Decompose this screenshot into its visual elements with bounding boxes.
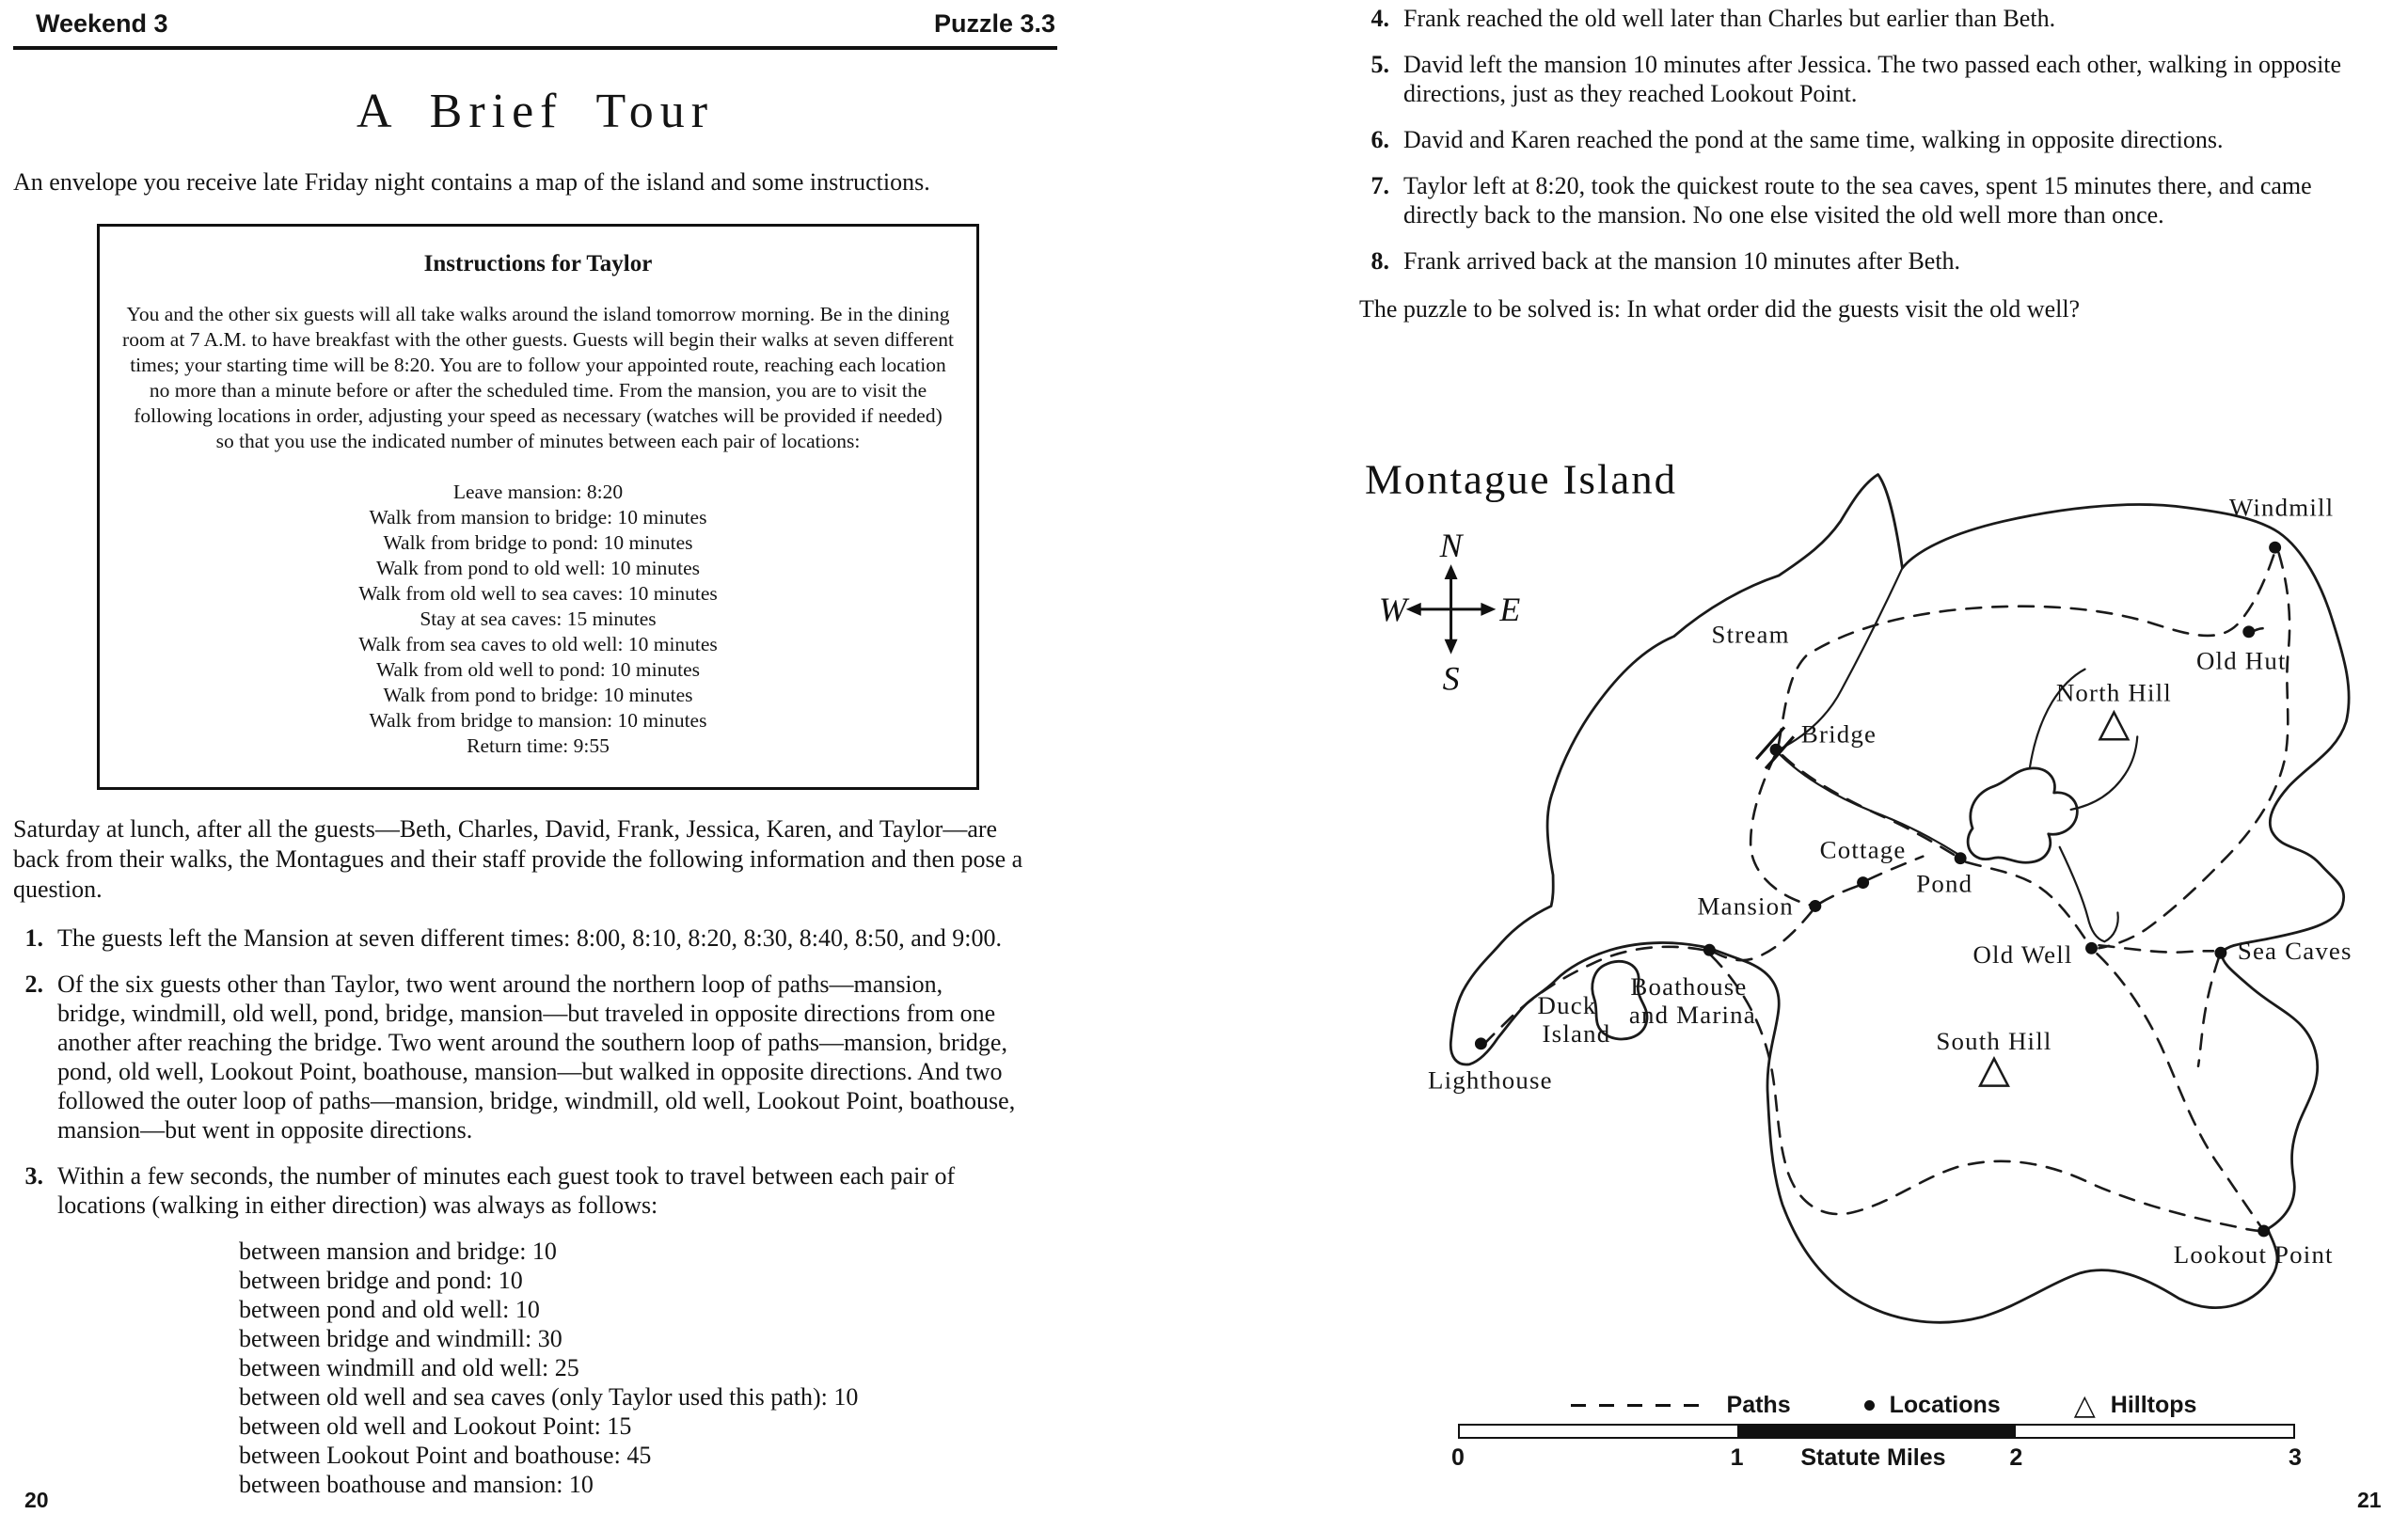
map-legend	[1359, 1389, 2408, 1421]
schedule-line: Walk from pond to bridge: 10 minutes	[383, 684, 693, 706]
walk-schedule	[117, 480, 959, 759]
travel-time-line: between bridge and windmill: 30	[239, 1325, 562, 1352]
schedule-line: Walk from sea caves to old well: 10 minutes	[358, 633, 718, 655]
right-page	[1359, 0, 2408, 1530]
lookout-point-dot	[2258, 1224, 2270, 1237]
clue-text: Frank reached the old well later than Charles but earlier than Beth.	[1403, 5, 2056, 32]
travel-time-line: between boathouse and mansion: 10	[239, 1471, 594, 1498]
location-dot-icon	[1864, 1400, 1875, 1411]
clue-text: Within a few seconds, the number of minutes each guest took to travel between each pair of locations (walking in either direction) was always as follows:	[57, 1162, 956, 1219]
lighthouse-label: Lighthouse	[1427, 1065, 1553, 1095]
mansion-dot	[1809, 900, 1821, 912]
pond-dot	[1955, 852, 1967, 864]
travel-time-line: between bridge and pond: 10	[239, 1267, 523, 1294]
path-seacaves-south	[2198, 957, 2219, 1065]
legend-locations	[1864, 1392, 2001, 1419]
header-weekend: Weekend 3	[36, 9, 168, 38]
clue-text: Frank arrived back at the mansion 10 minutes after Beth.	[1403, 247, 1961, 275]
clue-number: 2.	[24, 970, 43, 998]
old-well-label: Old Well	[1972, 940, 2073, 970]
legend-paths	[1571, 1392, 1791, 1419]
scale-ticks	[1451, 1439, 2302, 1471]
schedule-line: Walk from bridge to pond: 10 minutes	[383, 531, 693, 554]
legend-hilltops-label: Hilltops	[2110, 1392, 2197, 1418]
clue-number: 7.	[1370, 172, 1389, 199]
path-oldwell-lookout	[2097, 954, 2259, 1225]
schedule-line: Leave mansion: 8:20	[452, 481, 624, 503]
clue-number: 6.	[1370, 126, 1389, 153]
header-puzzle: Puzzle 3.3	[933, 9, 1055, 38]
clue-item	[1359, 171, 2408, 229]
south-hill-triangle	[1980, 1059, 2008, 1086]
clue-text: David and Karen reached the pond at the same time, walking in opposite directions.	[1403, 126, 2224, 153]
sea-caves-label: Sea Caves	[2237, 937, 2353, 966]
clue-item	[1359, 50, 2408, 108]
old-hut-label: Old Hut	[2195, 646, 2287, 675]
clue-number: 1.	[24, 924, 43, 952]
old-well-dot	[2085, 942, 2098, 954]
path-bridge-mansion	[1751, 755, 1811, 905]
scale-bar-segments	[1458, 1424, 2295, 1439]
duck-island-label-line1: Duck	[1537, 990, 1597, 1019]
compass-west-label: W	[1378, 590, 1407, 628]
scale-tick-0: 0	[1451, 1444, 1465, 1471]
lookout-point-label: Lookout Point	[2173, 1239, 2334, 1269]
scale-tick-2: 2	[2009, 1444, 2023, 1471]
travel-time-line: between windmill and old well: 25	[239, 1354, 579, 1381]
compass-rose	[1406, 564, 1497, 655]
legend-hilltops	[2073, 1389, 2197, 1421]
stream-branch-east	[2071, 736, 2138, 810]
instructions-body	[117, 302, 959, 454]
saturday-paragraph: Saturday at lunch, after all the guests—Beth, Charles, David, Frank, Jessica, Karen, and Taylor—are back from their walks, the Montagues and their staff provide the following information and then pose a question.	[13, 815, 1023, 903]
clue-item	[13, 1161, 1057, 1220]
pond-label: Pond	[1916, 869, 1973, 898]
path-oldwell-seacaves	[2099, 945, 2212, 952]
scale-segment-1	[1460, 1426, 1737, 1437]
mansion-label: Mansion	[1697, 891, 1794, 921]
cottage-label: Cottage	[1819, 835, 1907, 864]
north-hill-label: North Hill	[2055, 678, 2172, 707]
stream-branch-oldwell	[2060, 847, 2118, 942]
boathouse-label-line2: and Marina	[1628, 1000, 1756, 1029]
schedule-line: Return time: 9:55	[467, 734, 610, 757]
instructions-heading: Instructions for Taylor	[423, 251, 653, 276]
sea-caves-dot	[2214, 947, 2226, 959]
map-title: Montague Island	[1364, 455, 1678, 503]
schedule-line: Walk from bridge to mansion: 10 minutes	[369, 709, 707, 732]
windmill-label: Windmill	[2228, 493, 2335, 522]
puzzle-title: A Brief Tour	[356, 85, 715, 138]
intro-paragraph: An envelope you receive late Friday night contains a map of the island and some instructions.	[13, 168, 930, 196]
dashed-path-icon	[1571, 1404, 1712, 1407]
clue-item	[13, 923, 1057, 953]
travel-time-line: between pond and old well: 10	[239, 1296, 540, 1323]
legend-locations-label: Locations	[1889, 1392, 2001, 1418]
left-page	[13, 0, 1057, 1499]
hilltop-triangle-icon: △	[2073, 1389, 2096, 1421]
stream-label: Stream	[1711, 620, 1790, 649]
footpaths	[1484, 551, 2289, 1231]
clue-text: The guests left the Mansion at seven different times: 8:00, 8:10, 8:20, 8:30, 8:40, 8:50, and 9:00.	[57, 924, 1002, 952]
puzzle-question: The puzzle to be solved is: In what order did the guests visit the old well?	[1359, 295, 2081, 323]
lighthouse-dot	[1475, 1037, 1487, 1049]
travel-time-line: between old well and Lookout Point: 15	[239, 1412, 632, 1440]
map-scale-bar	[1451, 1424, 2302, 1471]
clue-number: 5.	[1370, 51, 1389, 78]
clue-list-left	[13, 923, 1057, 1220]
compass-north-label: N	[1439, 527, 1463, 565]
island-map	[1359, 431, 2408, 1376]
scale-tick-3: 3	[2289, 1444, 2302, 1471]
clue-item	[13, 970, 1057, 1144]
travel-time-line: between old well and sea caves (only Taylor used this path): 10	[239, 1383, 859, 1411]
instructions-line: You and the other six guests will all take walks around the island tomorrow morning. Be in the dining	[126, 303, 950, 325]
windmill-dot	[2269, 542, 2281, 554]
boathouse-label-line1: Boathouse	[1630, 972, 1748, 1002]
path-pond-oldwell	[1966, 862, 2087, 943]
cottage-dot	[1857, 876, 1869, 889]
bridge-label: Bridge	[1800, 719, 1877, 749]
bridge-dot	[1770, 744, 1782, 756]
page-header	[13, 0, 1057, 50]
schedule-line: Walk from pond to old well: 10 minutes	[375, 557, 701, 579]
clue-list-right	[1359, 4, 2408, 276]
south-hill-label: South Hill	[1936, 1026, 2052, 1055]
path-mansion-cottage	[1820, 886, 1860, 904]
schedule-line: Stay at sea caves: 15 minutes	[420, 607, 657, 630]
clue-number: 4.	[1370, 5, 1389, 32]
instructions-line: times; your starting time will be 8:20. You are to follow your appointed route, reaching each location	[130, 354, 946, 376]
clue-text: Taylor left at 8:20, took the quickest route to the sea caves, spent 15 minutes there, and came directly back to the mansion. No one else visited the old well more than once.	[1403, 172, 2312, 229]
instructions-line: no more than a minute before or after the scheduled time. From the mansion, you are to visit the	[149, 379, 927, 402]
clue-text: Of the six guests other than Taylor, two went around the northern loop of paths—mansion, bridge, windmill, old well, pond, bridge, mansion—but traveled in opposite directions from one another after reaching the bridge. Two went around the southern loop of paths—mansion, bridge, pond, old well, Lookout Point, boathouse, mansion—but walked in opposite directions. And two followed the outer loop of paths—mansion, bridge, windmill, old well, Lookout Point, boathouse, mansion—but went in opposite directions.	[57, 970, 1016, 1144]
compass-east-label: E	[1499, 590, 1521, 628]
instructions-line: following locations in order, adjusting your speed as necessary (watches will be provided if needed)	[134, 404, 943, 427]
island-coastline	[1450, 475, 2349, 1323]
travel-time-line: between Lookout Point and boathouse: 45	[239, 1442, 652, 1469]
travel-times-list	[239, 1237, 1057, 1499]
travel-time-line: between mansion and bridge: 10	[239, 1238, 557, 1265]
scale-units-label: Statute Miles	[1800, 1444, 1946, 1471]
compass-south-label: S	[1442, 659, 1460, 698]
schedule-line: Walk from old well to sea caves: 10 minutes	[358, 582, 718, 605]
duck-island-label-line2: Island	[1542, 1018, 1611, 1048]
path-windmill-oldwell	[2099, 553, 2289, 948]
scale-segment-3	[2016, 1426, 2293, 1437]
page-number-left: 20	[24, 1488, 49, 1512]
instructions-line: room at 7 A.M. to have breakfast with the other guests. Guests will begin their walks at seven different	[122, 328, 954, 351]
instructions-box	[97, 224, 979, 790]
location-dots	[1475, 542, 2281, 1238]
scale-segment-2	[1737, 1426, 2015, 1437]
clue-item	[1359, 246, 2408, 276]
clue-item	[1359, 125, 2408, 154]
page-number-right: 21	[2357, 1488, 2382, 1512]
clue-item	[1359, 4, 2408, 33]
old-hut-dot	[2242, 625, 2255, 638]
schedule-line: Walk from old well to pond: 10 minutes	[375, 658, 701, 681]
boathouse-dot	[1703, 944, 1716, 956]
clue-text: David left the mansion 10 minutes after Jessica. The two passed each other, walking in opposite directions, just as they reached Lookout Point.	[1403, 51, 2342, 107]
scale-tick-1: 1	[1730, 1444, 1744, 1471]
clue-number: 3.	[24, 1162, 43, 1190]
path-boathouse-lookout	[1711, 955, 2261, 1231]
instructions-line: so that you use the indicated number of minutes between each pair of locations:	[215, 430, 861, 452]
legend-paths-label: Paths	[1726, 1392, 1791, 1418]
clue-number: 8.	[1370, 247, 1389, 275]
north-hill-triangle	[2099, 712, 2128, 739]
schedule-line: Walk from mansion to bridge: 10 minutes	[369, 506, 707, 528]
